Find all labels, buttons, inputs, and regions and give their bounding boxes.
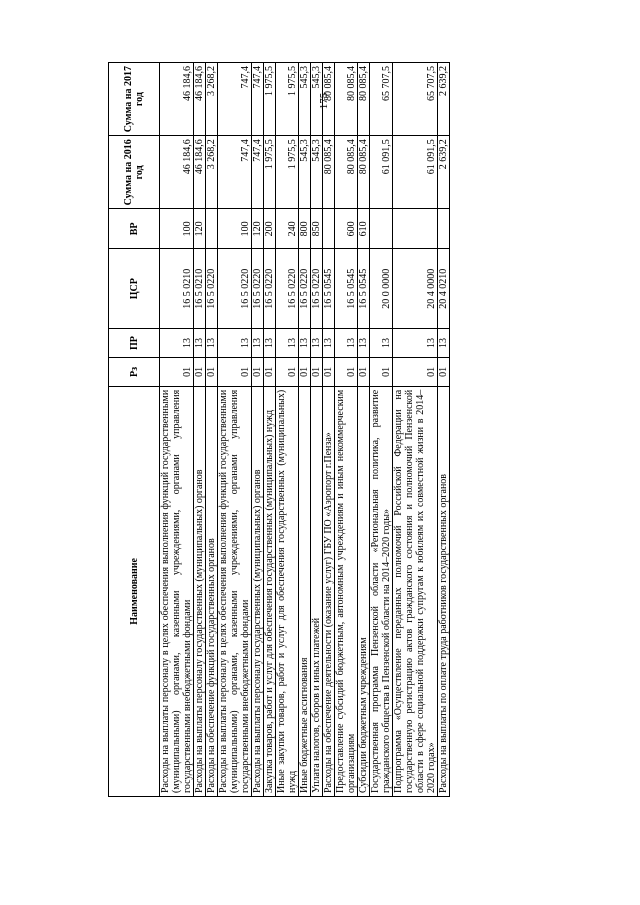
row-csr: 16 5 0220 (264, 249, 276, 329)
row-vr: 100 (160, 209, 194, 249)
row-pr: 13 (264, 329, 276, 358)
row-csr: 16 5 0210 (194, 249, 206, 329)
row-pr: 13 (335, 329, 358, 358)
row-csr: 16 5 0220 (252, 249, 264, 329)
row-csr: 16 5 0210 (160, 249, 194, 329)
row-vr: 100 (218, 209, 252, 249)
row-rz: 01 (370, 357, 393, 386)
row-sum-2016: 1 975,5 (264, 136, 276, 209)
row-name: Уплата налогов, сборов и иных платежей (311, 386, 323, 796)
table-row (206, 63, 218, 797)
row-name: Расходы на выплаты персоналу государственных (муниципальных) органов (194, 386, 206, 796)
row-name: Подпрограмма «Осуществление переданных полномочий Российской Федерации на государственную регистрацию актов гражданского состояния и полномочий Пензенской области в сфере социальной поддержки супругам к юбилеям их совместной жизни в 2014–2020 годах» (393, 386, 438, 796)
row-vr: 610 (358, 209, 370, 249)
header-vr: ВР (109, 209, 160, 249)
row-sum-2016: 61 091,5 (370, 136, 393, 209)
row-sum-2016: 61 091,5 (393, 136, 438, 209)
row-name: Государственная программа Пензенской области «Региональная политика, развитие гражданского общества в Пензенской области на 2014–2020 годы» (370, 386, 393, 796)
row-csr: 20 4 0000 (393, 249, 438, 329)
row-vr: 120 (252, 209, 264, 249)
row-sum-2016: 747,4 (218, 136, 252, 209)
row-sum-2016: 80 085,4 (335, 136, 358, 209)
table-row (358, 63, 370, 797)
row-rz: 01 (393, 357, 438, 386)
table-row (264, 63, 276, 797)
row-csr: 16 5 0545 (323, 249, 335, 329)
row-rz: 01 (252, 357, 264, 386)
row-name: Расходы на выплаты персоналу в целях обеспечения выполнения функций государственными (муниципальными) органами, казенными учреждениями, органами управления государственными внебюджетными фондами (218, 386, 252, 796)
row-rz: 01 (311, 357, 323, 386)
row-sum-2016: 80 085,4 (323, 136, 335, 209)
header-sum-2016: Сумма на 2016 год (109, 136, 160, 209)
row-rz: 01 (335, 357, 358, 386)
row-sum-2016: 80 085,4 (358, 136, 370, 209)
table-header-row (109, 63, 160, 797)
row-vr (370, 209, 393, 249)
row-csr: 16 5 0220 (299, 249, 311, 329)
table-row (393, 63, 438, 797)
table-row (335, 63, 358, 797)
header-csr: ЦСР (109, 249, 160, 329)
row-sum-2017: 65 707,5 (393, 63, 438, 136)
row-pr: 13 (370, 329, 393, 358)
row-sum-2016: 46 184,6 (194, 136, 206, 209)
row-pr: 13 (323, 329, 335, 358)
row-sum-2017: 1 975,5 (276, 63, 299, 136)
row-pr: 13 (206, 329, 218, 358)
rotated-table-container (108, 62, 623, 797)
row-name: Расходы на обеспечение деятельности (оказание услуг) ГБУ ПО «Аэропорт г.Пенза» (323, 386, 335, 796)
table-row (370, 63, 393, 797)
row-rz: 01 (194, 357, 206, 386)
row-sum-2017: 80 085,4 (323, 63, 335, 136)
table-row (323, 63, 335, 797)
row-rz: 01 (299, 357, 311, 386)
row-sum-2016: 2 639,2 (438, 136, 450, 209)
row-vr: 800 (299, 209, 311, 249)
table-row (299, 63, 311, 797)
row-csr: 16 5 0220 (218, 249, 252, 329)
table-row (276, 63, 299, 797)
header-rz: Рз (109, 357, 160, 386)
row-vr: 200 (264, 209, 276, 249)
row-pr: 13 (276, 329, 299, 358)
row-name: Предоставление субсидий бюджетным, автономным учреждениям и иным некоммерческим организациям (335, 386, 358, 796)
row-sum-2016: 545,3 (299, 136, 311, 209)
row-name: Расходы на выплаты по оплате труда работников государственных органов (438, 386, 450, 796)
row-csr: 16 5 0220 (311, 249, 323, 329)
budget-table (108, 62, 450, 797)
row-sum-2017: 46 184,6 (194, 63, 206, 136)
table-row (160, 63, 194, 797)
row-sum-2016: 3 268,2 (206, 136, 218, 209)
row-sum-2017: 3 268,2 (206, 63, 218, 136)
row-sum-2016: 545,3 (311, 136, 323, 209)
row-name: Иные закупки товаров, работ и услуг для обеспечения государственных (муниципальных) нужд (276, 386, 299, 796)
row-vr: 120 (194, 209, 206, 249)
row-pr: 13 (299, 329, 311, 358)
row-sum-2017: 747,4 (218, 63, 252, 136)
row-csr: 16 5 0220 (206, 249, 218, 329)
row-csr: 16 5 0220 (276, 249, 299, 329)
row-vr (323, 209, 335, 249)
row-vr: 600 (335, 209, 358, 249)
row-name: Расходы на выплаты персоналу государственных (муниципальных) органов (252, 386, 264, 796)
row-sum-2017: 545,3 (299, 63, 311, 136)
row-sum-2017: 80 085,4 (358, 63, 370, 136)
table-row (194, 63, 206, 797)
table-row (311, 63, 323, 797)
row-vr: 850 (311, 209, 323, 249)
table-row (218, 63, 252, 797)
row-sum-2017: 80 085,4 (335, 63, 358, 136)
row-csr: 20 4 0210 (438, 249, 450, 329)
row-pr: 13 (160, 329, 194, 358)
row-rz: 01 (206, 357, 218, 386)
row-name: Закупка товаров, работ и услуг для обеспечения государственных (муниципальных) нужд (264, 386, 276, 796)
row-rz: 01 (160, 357, 194, 386)
table-row (252, 63, 264, 797)
row-csr: 16 5 0545 (335, 249, 358, 329)
row-sum-2017: 545,3 (311, 63, 323, 136)
row-name: Иные бюджетные ассигнования (299, 386, 311, 796)
row-rz: 01 (264, 357, 276, 386)
row-csr: 16 5 0545 (358, 249, 370, 329)
table-row (438, 63, 450, 797)
row-sum-2017: 747,4 (252, 63, 264, 136)
row-vr: 240 (276, 209, 299, 249)
row-rz: 01 (218, 357, 252, 386)
row-rz: 01 (438, 357, 450, 386)
row-name: Субсидии бюджетным учреждениям (358, 386, 370, 796)
row-sum-2017: 46 184,6 (160, 63, 194, 136)
header-name: Наименование (109, 386, 160, 796)
row-rz: 01 (358, 357, 370, 386)
row-pr: 13 (393, 329, 438, 358)
row-sum-2016: 46 184,6 (160, 136, 194, 209)
header-sum-2017: Сумма на 2017 год (109, 63, 160, 136)
row-sum-2017: 65 707,5 (370, 63, 393, 136)
row-pr: 13 (218, 329, 252, 358)
row-pr: 13 (194, 329, 206, 358)
row-sum-2016: 1 975,5 (276, 136, 299, 209)
row-pr: 13 (311, 329, 323, 358)
row-sum-2017: 1 975,5 (264, 63, 276, 136)
row-pr: 13 (252, 329, 264, 358)
header-pr: ПР (109, 329, 160, 358)
row-pr: 13 (438, 329, 450, 358)
row-csr: 20 0 0000 (370, 249, 393, 329)
row-rz: 01 (276, 357, 299, 386)
row-rz: 01 (323, 357, 335, 386)
row-name: Расходы на обеспечение функций государственных органов (206, 386, 218, 796)
page-number: 175 (318, 92, 330, 110)
row-vr (438, 209, 450, 249)
row-name: Расходы на выплаты персоналу в целях обеспечения выполнения функций государственными (муниципальными) органами, казенными учреждениями, органами управления государственными внебюджетными фондами (160, 386, 194, 796)
row-sum-2017: 2 639,2 (438, 63, 450, 136)
row-pr: 13 (358, 329, 370, 358)
row-vr (393, 209, 438, 249)
row-sum-2016: 747,4 (252, 136, 264, 209)
row-vr (206, 209, 218, 249)
